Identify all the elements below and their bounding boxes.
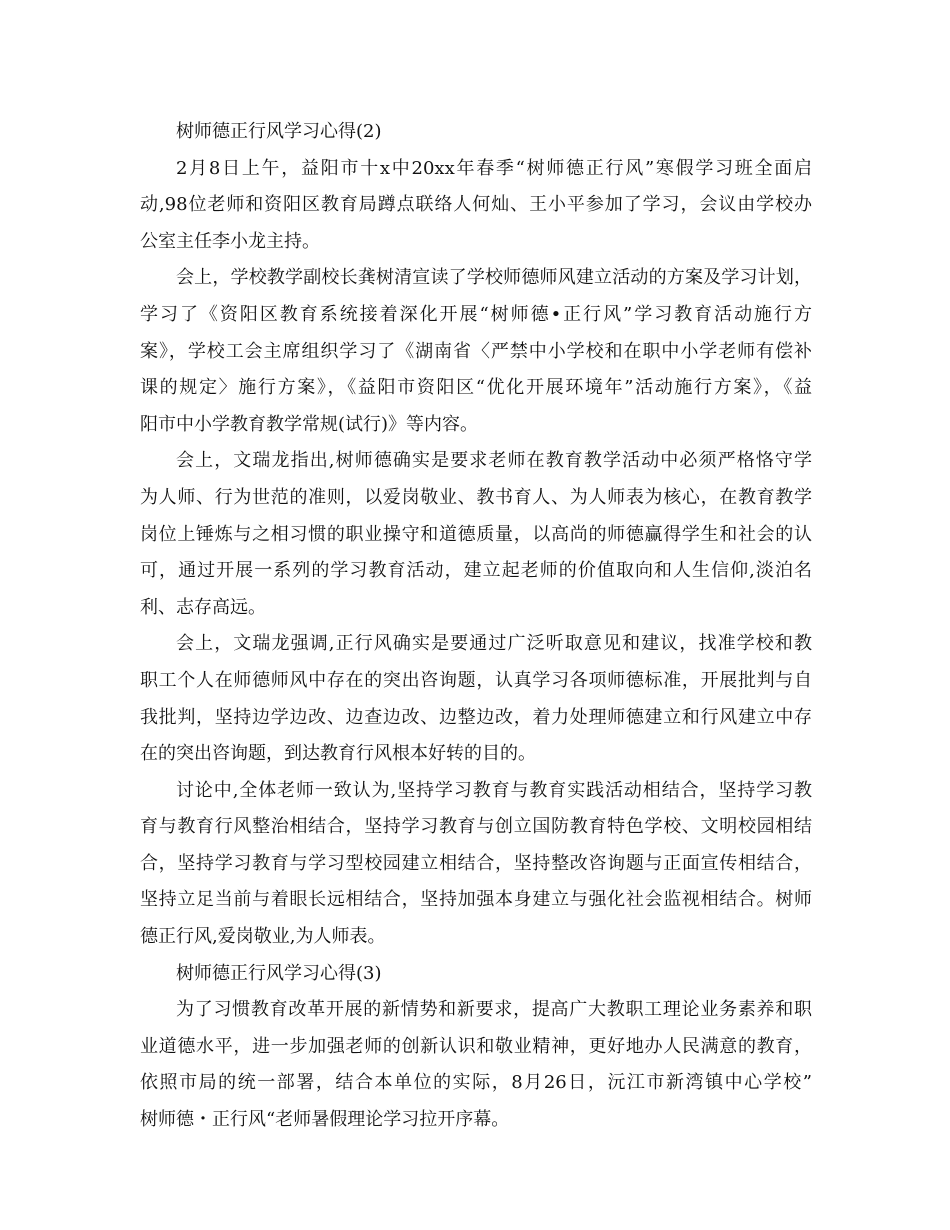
text-line: 会上，文瑞龙指出,树师德确实是要求老师在教育教学活动中必须严格恪守学: [176, 450, 812, 472]
text-line: 我批判，坚持边学边改、边查边改、边整边改，着力处理师德建立和行风建立中存: [140, 706, 812, 728]
text-line: 为人师、行为世范的准则，以爱岗敬业、教书育人、为人师表为核心，在教育教学: [140, 486, 812, 508]
text-line: 为了习惯教育改革开展的新情势和新要求，提高广大教职工理论业务素养和职: [176, 999, 812, 1021]
text-line: 2月8日上午，益阳市十x中20xx年春季“树师德正行风”寒假学习班全面启: [176, 157, 812, 179]
text-line: 业道德水平，进一步加强老师的创新认识和敬业精神，更好地办人民满意的教育，: [140, 1035, 812, 1057]
text-line: 会上，文瑞龙强调,正行风确实是要通过广泛听取意见和建议，找准学校和教: [176, 633, 812, 655]
text-line: 合，坚持学习教育与学习型校园建立相结合，坚持整改咨询题与正面宣传相结合，: [140, 852, 812, 874]
text-line: 岗位上锤炼与之相习惯的职业操守和道德质量，以高尚的师德赢得学生和社会的认: [140, 523, 812, 545]
text-line: 利、志存高远。: [140, 596, 266, 618]
text-line: 讨论中,全体老师一致认为,坚持学习教育与教育实践活动相结合，坚持学习教: [176, 779, 812, 801]
text-line: 树师德・正行风“老师暑假理论学习拉开序幕。: [140, 1109, 510, 1131]
text-line: 学习了《资阳区教育系统接着深化开展“树师德•正行风”学习教育活动施行方: [140, 303, 812, 325]
text-line: 育与教育行风整治相结合，坚持学习教育与创立国防教育特色学校、文明校园相结: [140, 816, 812, 838]
text-line: 可，通过开展一系列的学习教育活动，建立起老师的价值取向和人生信仰,淡泊名: [140, 560, 812, 582]
text-line: 动,98位老师和资阳区教育局蹲点联络人何灿、王小平参加了学习，会议由学校办: [140, 194, 812, 216]
text-line: 依照市局的统一部署，结合本单位的实际，8月26日，沅江市新湾镇中心学校”: [140, 1072, 812, 1094]
text-line: 公室主任李小龙主持。: [140, 230, 320, 252]
text-line: 在的突出咨询题，到达教育行风根本好转的目的。: [140, 743, 536, 765]
text-line: 阳市中小学教育教学常规(试行)》等内容。: [140, 413, 479, 435]
text-line: 坚持立足当前与着眼长远相结合，坚持加强本身建立与强化社会监视相结合。树师: [140, 889, 812, 911]
text-line: 案》，学校工会主席组织学习了《湖南省〈严禁中小学校和在职中小学老师有偿补: [140, 340, 812, 362]
text-line: 会上，学校教学副校长龚树清宣读了学校师德师风建立活动的方案及学习计划，: [176, 267, 812, 289]
text-line: 课的规定〉施行方案》，《益阳市资阳区“优化开展环境年”活动施行方案》，《益: [140, 377, 812, 399]
text-line: 树师德正行风学习心得(3): [176, 962, 382, 984]
document-body: [140, 114, 812, 1139]
text-line: 树师德正行风学习心得(2): [176, 121, 382, 142]
text-line: 德正行风,爱岗敬业,为人师表。: [140, 926, 386, 948]
text-line: 职工个人在师德师风中存在的突出咨询题，认真学习各项师德标准，开展批判与自: [140, 669, 812, 691]
